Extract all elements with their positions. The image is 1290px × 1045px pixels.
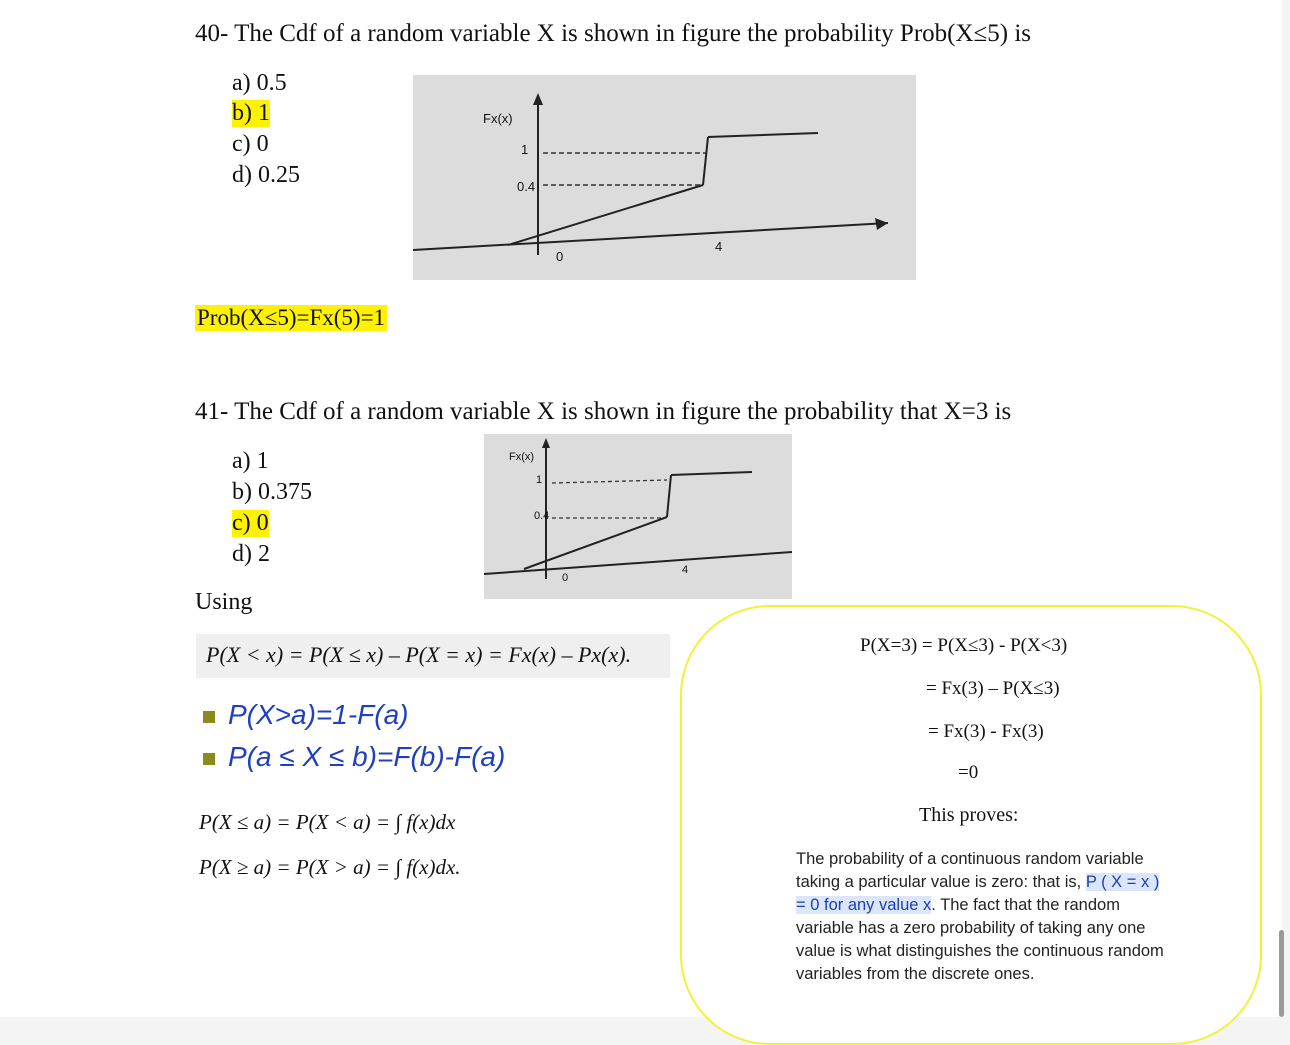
- q41-fig-x4: 4: [682, 564, 689, 576]
- q40-option-c: c) 0: [232, 131, 269, 157]
- callout-line-1: P(X=3) = P(X≤3) - P(X<3): [860, 635, 1068, 656]
- q40-answer: Prob(X≤5)=Fx(5)=1: [197, 305, 386, 330]
- equation-main: P(X < x) = P(X ≤ x) – P(X = x) = Fx(x) – Px(x).: [206, 642, 632, 667]
- integral-eq-2: P(X ≥ a) = P(X > a) = ∫ f(x)dx.: [199, 855, 461, 879]
- para-text-a: The probability of a continuous random variable taking a particular value is zero: that is,: [796, 850, 1144, 891]
- q41-cdf-figure: [484, 434, 792, 599]
- q40-fig-x0: 0: [556, 249, 564, 264]
- q40-fig-ylabel: Fx(x): [483, 111, 513, 126]
- integral-eq-1: P(X ≤ a) = P(X < a) = ∫ f(x)dx: [199, 810, 456, 834]
- q41-option-c: c) 0: [232, 510, 269, 536]
- q41-option-a: a) 1: [232, 448, 269, 474]
- q40-cdf-figure: [413, 75, 916, 280]
- q40-title: 40- The Cdf of a random variable X is shown in figure the probability Prob(X≤5) is: [195, 20, 1032, 47]
- callout-line-4: =0: [958, 762, 979, 783]
- q41-fig-tick-1: 1: [536, 474, 543, 486]
- scrollbar-thumb[interactable]: [1279, 930, 1284, 1017]
- callout-line-2: = Fx(3) – P(X≤3): [926, 678, 1060, 699]
- using-label: Using: [195, 589, 253, 615]
- q40-option-b: b) 1: [232, 100, 270, 126]
- bullet-text-1: P(X>a)=1-F(a): [228, 699, 409, 730]
- q41-fig-x0: 0: [562, 572, 569, 584]
- q41-option-d: d) 2: [232, 541, 270, 567]
- q40-option-a: a) 0.5: [232, 70, 287, 96]
- bullet-marker: [203, 753, 215, 765]
- q40-fig-x4: 4: [715, 239, 723, 254]
- bullet-text-2: P(a ≤ X ≤ b)=F(b)-F(a): [228, 741, 506, 772]
- bullet-marker: [203, 711, 215, 723]
- q40-fig-tick-04: 0.4: [517, 179, 536, 194]
- para-text-b: . The fact that the random variable has a zero probability of taking any one value is what distinguishes the continuous random variables from the discrete ones.: [796, 896, 1164, 983]
- callout-line-5: This proves:: [919, 804, 1019, 826]
- callout-paragraph: [796, 848, 1166, 986]
- q41-fig-ylabel: Fx(x): [509, 451, 535, 463]
- para-text-selected: P ( X = x ) = 0 for any value x: [796, 873, 1160, 914]
- q40-fig-tick-1: 1: [521, 142, 529, 157]
- q41-fig-tick-04: 0.4: [534, 510, 550, 522]
- callout-line-3: = Fx(3) - Fx(3): [928, 721, 1044, 742]
- q40-option-d: d) 0.25: [232, 162, 300, 188]
- equation-box: [196, 634, 670, 678]
- q41-option-b: b) 0.375: [232, 479, 312, 505]
- q41-title: 41- The Cdf of a random variable X is shown in figure the probability that X=3 is: [195, 398, 1012, 425]
